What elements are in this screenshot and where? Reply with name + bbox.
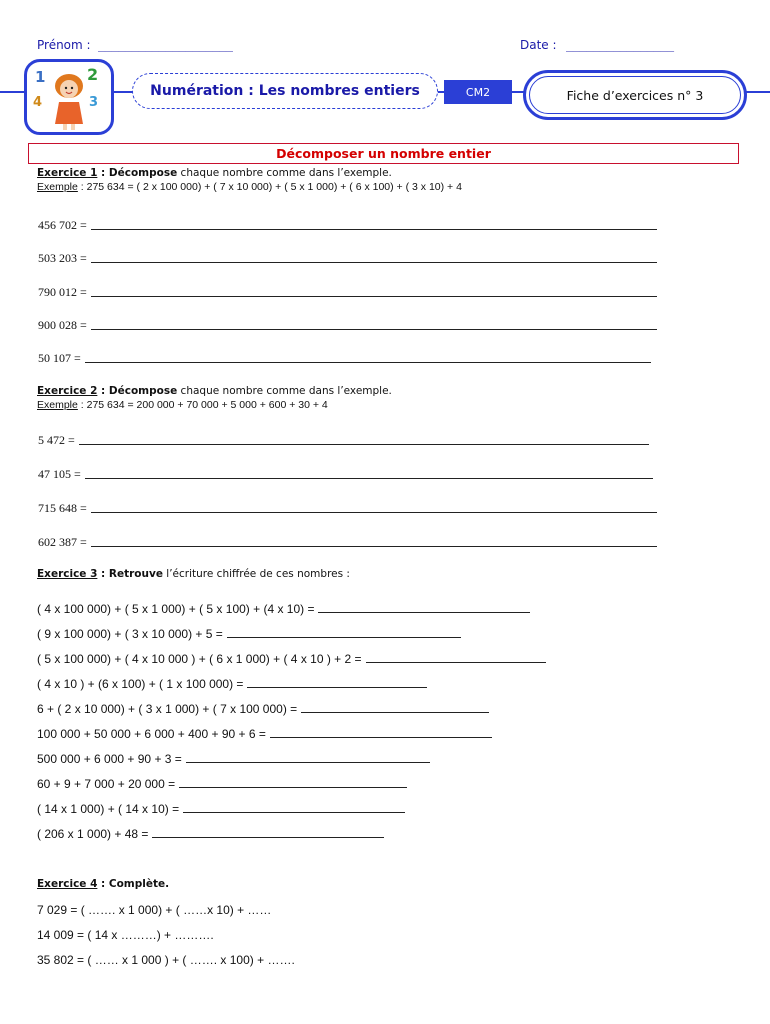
exercise3-item[interactable]: ( 206 x 1 000) + 48 = [37, 823, 384, 841]
level-badge: CM2 [444, 80, 512, 104]
exercise2-example: Exemple : 275 634 = 200 000 + 70 000 + 5 000 + 600 + 30 + 4 [37, 399, 328, 411]
prenom-field[interactable]: ____________________ [98, 38, 233, 52]
svg-text:4: 4 [33, 95, 43, 110]
title-bar-line-left [0, 91, 26, 93]
exercise3-item[interactable]: 100 000 + 50 000 + 6 000 + 400 + 90 + 6 = [37, 723, 492, 741]
exercise2-answer-line[interactable]: 715 648 = [38, 498, 657, 516]
section-title: Décomposer un nombre entier [28, 143, 739, 164]
exercise1-answer-line[interactable]: 503 203 = [38, 248, 657, 266]
exercise1-example: Exemple : 275 634 = ( 2 x 100 000) + ( 7 x 10 000) + ( 5 x 1 000) + ( 6 x 100) + ( 3 x 10) + 4 [37, 181, 462, 193]
exercise4-title: Exercice 4 : Complète. [37, 878, 170, 890]
svg-text:2: 2 [87, 65, 99, 84]
exercise2-title: Exercice 2 : Décompose chaque nombre comme dans l’exemple. [37, 385, 392, 397]
exercise2-answer-line[interactable]: 47 105 = [38, 464, 653, 482]
exercise4-item[interactable]: 7 029 = ( ……. x 1 000) + ( ……x 10) + …… [37, 903, 272, 917]
logo-frame [24, 59, 114, 135]
sheet-number: Fiche d’exercices n° 3 [529, 76, 741, 114]
exercise3-item[interactable]: ( 4 x 100 000) + ( 5 x 1 000) + ( 5 x 100) + (4 x 10) = [37, 598, 530, 616]
svg-text:1: 1 [35, 68, 46, 86]
chapter-title: Numération : Les nombres entiers [132, 73, 438, 109]
exercise3-item[interactable]: ( 9 x 100 000) + ( 3 x 10 000) + 5 = [37, 623, 461, 641]
exercise1-answer-line[interactable]: 456 702 = [38, 215, 657, 233]
exercise1-title: Exercice 1 : Décompose chaque nombre comme dans l’exemple. [37, 167, 392, 179]
title-bar-line-right [746, 91, 770, 93]
svg-text:3: 3 [89, 95, 99, 110]
prenom-label: Prénom : [37, 38, 91, 52]
girl-with-numbers-icon [27, 62, 111, 132]
exercise3-item[interactable]: 500 000 + 6 000 + 90 + 3 = [37, 748, 430, 766]
exercise3-item[interactable]: ( 4 x 10 ) + (6 x 100) + ( 1 x 100 000) = [37, 673, 427, 691]
exercise3-item[interactable]: 60 + 9 + 7 000 + 20 000 = [37, 773, 407, 791]
exercise3-item[interactable]: ( 5 x 100 000) + ( 4 x 10 000 ) + ( 6 x 1 000) + ( 4 x 10 ) + 2 = [37, 648, 546, 666]
date-field[interactable]: ________________ [566, 38, 674, 52]
exercise1-answer-line[interactable]: 900 028 = [38, 315, 657, 333]
exercise2-answer-line[interactable]: 5 472 = [38, 430, 649, 448]
exercise1-answer-line[interactable]: 790 012 = [38, 282, 657, 300]
exercise3-item[interactable]: ( 14 x 1 000) + ( 14 x 10) = [37, 798, 405, 816]
exercise3-item[interactable]: 6 + ( 2 x 10 000) + ( 3 x 1 000) + ( 7 x 100 000) = [37, 698, 489, 716]
exercise3-title: Exercice 3 : Retrouve l’écriture chiffrée de ces nombres : [37, 568, 350, 580]
exercise4-item[interactable]: 14 009 = ( 14 x ………) + ………. [37, 928, 214, 942]
exercise2-answer-line[interactable]: 602 387 = [38, 532, 657, 550]
exercise4-item[interactable]: 35 802 = ( …… x 1 000 ) + ( ……. x 100) + ……. [37, 953, 295, 967]
date-label: Date : [520, 38, 557, 52]
exercise1-answer-line[interactable]: 50 107 = [38, 348, 651, 366]
